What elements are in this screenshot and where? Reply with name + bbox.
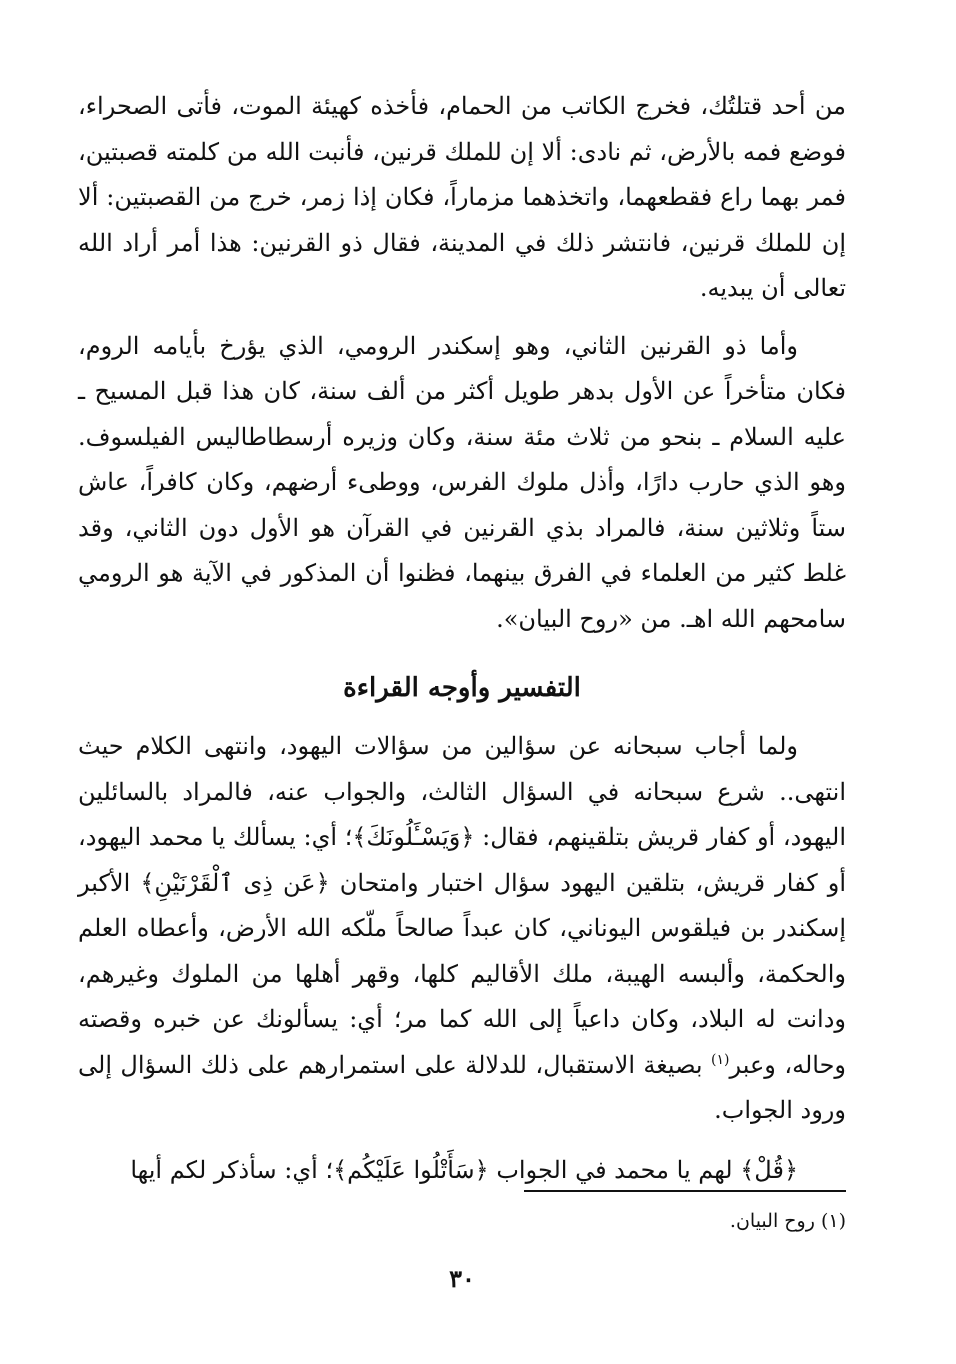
paragraph-3-text: ولما أجاب سبحانه عن سؤالين من سؤالات اليهود، وانتهى الكلام حيث انتهى.. شرع سبحانه في السؤال الثالث، والجواب عنه، فالمراد بالسائلين اليهود، أو كفار قريش بتلقينهم، فقال: ﴿وَيَسْـَٔلُونَكَ﴾؛ أي: يسألك يا محمد اليهود، أو كفار قريش، بتلقين اليهود سؤال اختبار وامتحان ﴿عَن ذِى ٱلْقَرْنَيْنِ﴾ الأكبر إسكندر بن فيلقوس اليوناني، كان عبداً صالحاً ملّكه الله الأرض، وأعطاه العلم والحكمة، وألبسه الهيبة، ملك الأقاليم كلها، وقهر أهلها من الملوك وغيرهم، ودانت له البلاد، وكان داعياً إلى الله كما مر؛ أي: يسألونك عن خبره وقصته وحاله، وعبر xyxy=(78,732,846,1079)
section-heading: التفسير وأوجه القراءة xyxy=(343,673,581,703)
paragraph-3-text-continued: بصيغة الاستقبال، للدلالة على استمرارهم على ذلك السؤال إلى ورود الجواب. xyxy=(78,1050,846,1124)
paragraph-3 xyxy=(78,724,846,1134)
paragraph-4: ﴿قُلْ﴾ لهم يا محمد في الجواب ﴿سَأَتْلُوا عَلَيْكُم﴾؛ أي: سأذكر لكم أيها xyxy=(130,1155,798,1184)
footnote-text: روح البيان. xyxy=(729,1210,815,1232)
footnote-reference: (١) xyxy=(711,1051,730,1068)
paragraph-2: وأما ذو القرنين الثاني، وهو إسكندر الرومي، الذي يؤرخ بأيامه الروم، فكان متأخراً عن الأول بدهر طويل أكثر من ألف سنة، كان هذا قبل المسيح ـ عليه السلام ـ بنحو من ثلاث مئة سنة، وكان وزيره أرسطاطاليس الفيلسوف. وهو الذي حارب دارًا، وأذل ملوك الفرس، ووطىء أرضهم، وكان كافراً، عاش ستاً وثلاثين سنة، فالمراد بذي القرنين في القرآن هو الأول دون الثاني، وقد غلط كثير من العلماء في الفرق بينهما، فظنوا أن المذكور في الآية هو الرومي سامحهم الله اهـ. من «روح البيان». xyxy=(78,331,846,633)
page-number: ٣٠ xyxy=(449,1264,475,1293)
footnote-divider xyxy=(524,1190,846,1192)
footnote xyxy=(730,1206,846,1236)
book-page xyxy=(78,84,846,1324)
paragraph-1: من أحد قتلتُك، فخرج الكاتب من الحمام، فأخذه كهيئة الموت، فأتى الصحراء، فوضع فمه بالأرض، ثم نادى: ألا إن للملك قرنين، فأنبت الله من كلمته قصبتين، فمر بهما راع فقطعهما، واتخذهما مزماراً، فكان إذا زمر، خرج من القصبتين: ألا إن للملك قرنين، فانتشر ذلك في المدينة، فقال ذو القرنين: هذا أمر أراد الله تعالى أن يبديه. xyxy=(78,92,847,302)
footnote-marker: (١) xyxy=(820,1210,846,1232)
